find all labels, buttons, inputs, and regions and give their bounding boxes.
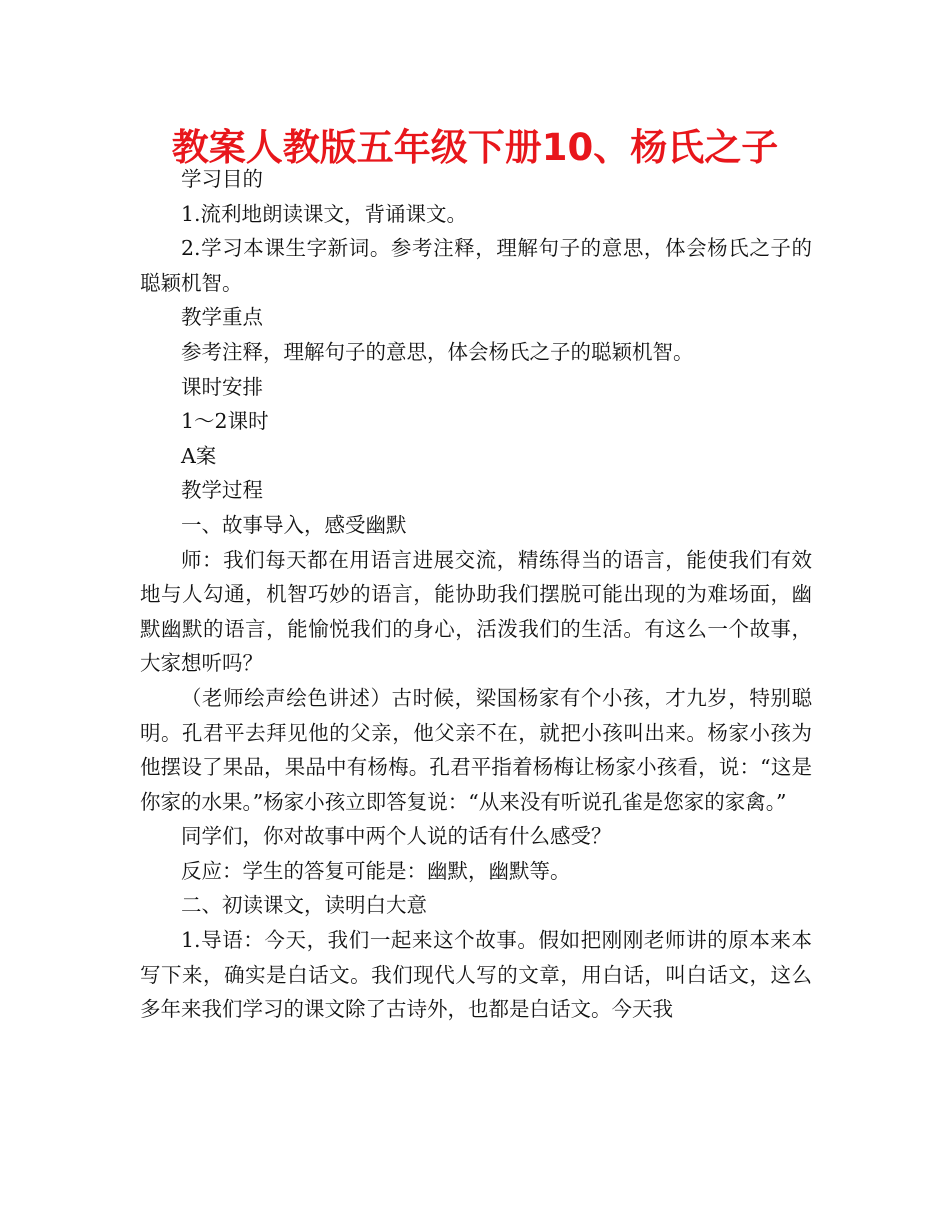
paragraph: 一、故事导入，感受幽默: [181, 512, 407, 537]
paragraph: 1.导语：今天，我们一起来这个故事。假如把刚刚老师讲的原本来本写下来，确实是白话文。我们现代人写的文章，用白话，叫白话文，这么多年来我们学习的课文除了古诗外，也都是白话文。今天我: [140, 928, 812, 1022]
paragraph: 同学们，你对故事中两个人说的话有什么感受？: [181, 824, 612, 849]
paragraph: 教学重点: [181, 305, 263, 330]
paragraph: A案: [181, 443, 217, 468]
paragraph: 2.学习本课生字新词。参考注释，理解句子的意思，体会杨氏之子的聪颖机智。: [140, 236, 812, 295]
paragraph: 参考注释，理解句子的意思，体会杨氏之子的聪颖机智。: [181, 339, 694, 364]
paragraph: （老师绘声绘色讲述）古时候，梁国杨家有个小孩，才九岁，特别聪明。孔君平去拜见他的父亲，他父亲不在，就把小孩叫出来。杨家小孩为他摆设了果品，果品中有杨梅。孔君平指着杨梅让杨家小孩看，说：“这是你家的水果。”杨家小孩立即答复说：“从来没有听说孔雀是您家的家禽。”: [140, 685, 812, 814]
paragraph: 反应：学生的答复可能是：幽默，幽默等。: [181, 858, 571, 883]
paragraph: 1.流利地朗读课文，背诵课文。: [181, 201, 468, 226]
paragraph: 学习目的: [181, 167, 263, 191]
document-title: 教案人教版五年级下册10、杨氏之子: [171, 126, 779, 169]
paragraph: 师：我们每天都在用语言进展交流，精练得当的语言，能使我们有效地与人勾通，机智巧妙的语言，能协助我们摆脱可能出现的为难场面，幽默幽默的语言，能愉悦我们的身心，活泼我们的生活。有这么一个故事，大家想听吗？: [140, 547, 812, 676]
paragraph: 1～2课时: [181, 409, 269, 434]
document-body: [140, 162, 812, 1027]
paragraph: 二、初读课文，读明白大意: [181, 893, 427, 918]
paragraph: 课时安排: [181, 374, 263, 399]
paragraph: 教学过程: [181, 478, 263, 503]
